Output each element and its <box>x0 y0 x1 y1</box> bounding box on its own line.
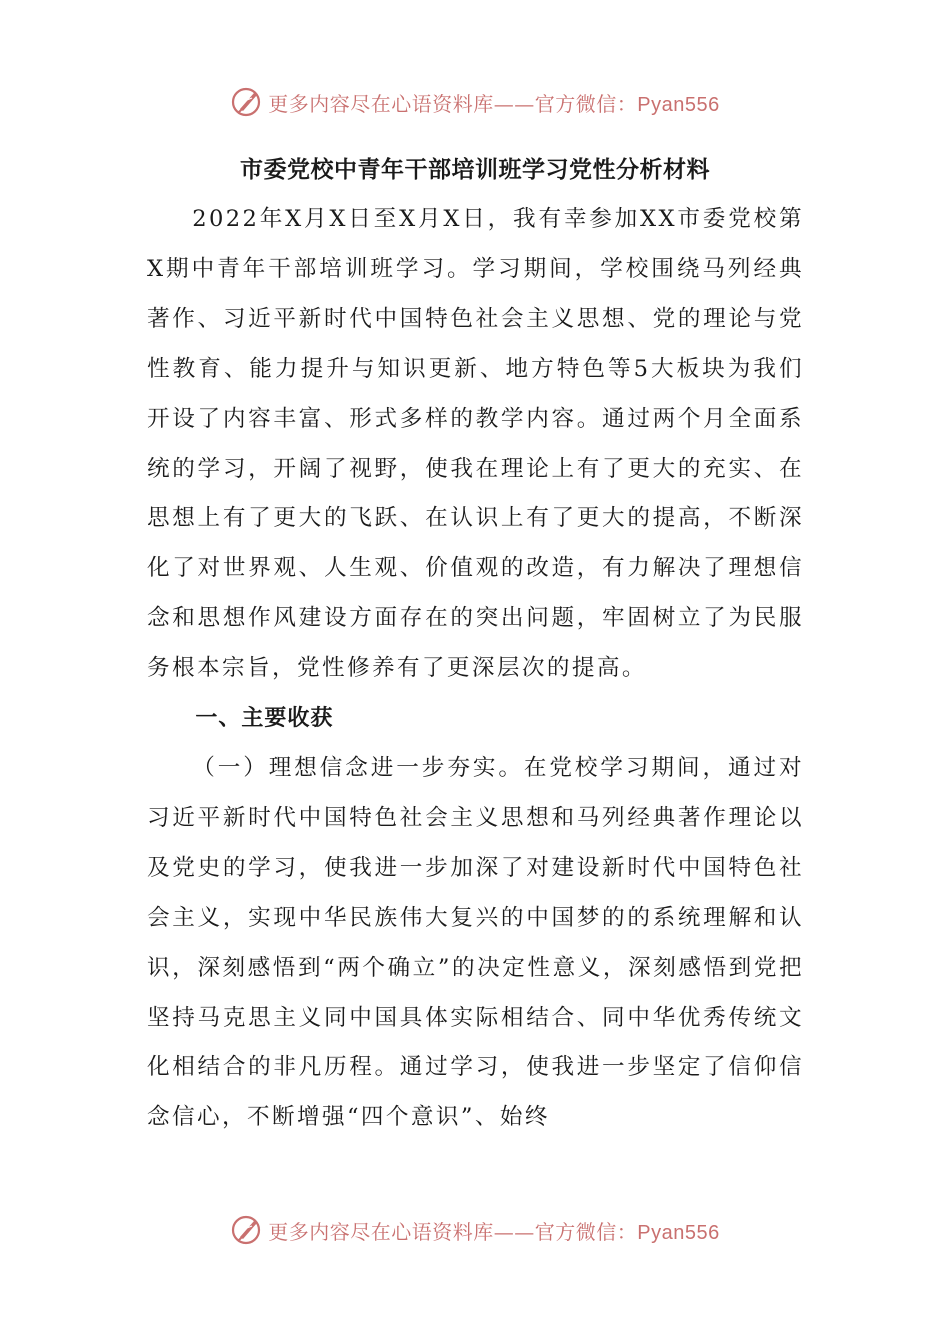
banner-text <box>268 88 719 117</box>
banner-wechat-handle: Pyan556 <box>637 93 720 116</box>
section-paragraph: （一）理想信念进一步夯实。在党校学习期间，通过对习近平新时代中国特色社会主义思想和马列经典著作理论以及党史的学习，使我进一步加深了对建设新时代中国特色社会主义，实现中华民族伟大复兴的中国梦的的系统理解和认识，深刻感悟到“两个确立”的决定性意义，深刻感悟到党把坚持马克思主义同中国具体实际相结合、同中华优秀传统文化相结合的非凡历程。通过学习，使我进一步坚定了信仰信念信心，不断增强“四个意识”、始终 <box>147 754 804 1131</box>
intro-paragraph: 2022年X月X日至X月X日，我有幸参加XX市委党校第X期中青年干部培训班学习。学习期间，学校围绕马列经典著作、习近平新时代中国特色社会主义思想、党的理论与党性教育、能力提升与知识更新、地方特色等5大板块为我们开设了内容丰富、形式多样的教学内容。通过两个月全面系统的学习，开阔了视野，使我在理论上有了更大的充实、在思想上有了更大的飞跃、在认识上有了更大的提高，不断深化了对世界观、人生观、价值观的改造，有力解决了理想信念和思想作风建设方面存在的突出问题，牢固树立了为民服务根本宗旨，党性修养有了更深层次的提高。 <box>147 206 804 682</box>
footer-watermark-banner <box>0 1210 950 1250</box>
banner-separator: —— <box>493 91 535 116</box>
banner-separator: —— <box>493 1219 535 1244</box>
quill-seal-logo-icon <box>230 85 264 119</box>
banner-wechat-label: 官方微信： <box>534 1219 638 1244</box>
quill-seal-logo-icon <box>230 1213 264 1247</box>
document-title: 市委党校中青年干部培训班学习党性分析材料 <box>240 157 710 183</box>
document-body <box>147 195 804 1143</box>
banner-text <box>268 1216 719 1245</box>
section-heading: 一、主要收获 <box>195 706 334 732</box>
header-watermark-banner <box>0 82 950 122</box>
banner-site-name: 更多内容尽在心语资料库 <box>268 1219 494 1244</box>
banner-site-name: 更多内容尽在心语资料库 <box>268 91 494 116</box>
banner-wechat-handle: Pyan556 <box>637 1221 720 1244</box>
banner-wechat-label: 官方微信： <box>534 91 638 116</box>
